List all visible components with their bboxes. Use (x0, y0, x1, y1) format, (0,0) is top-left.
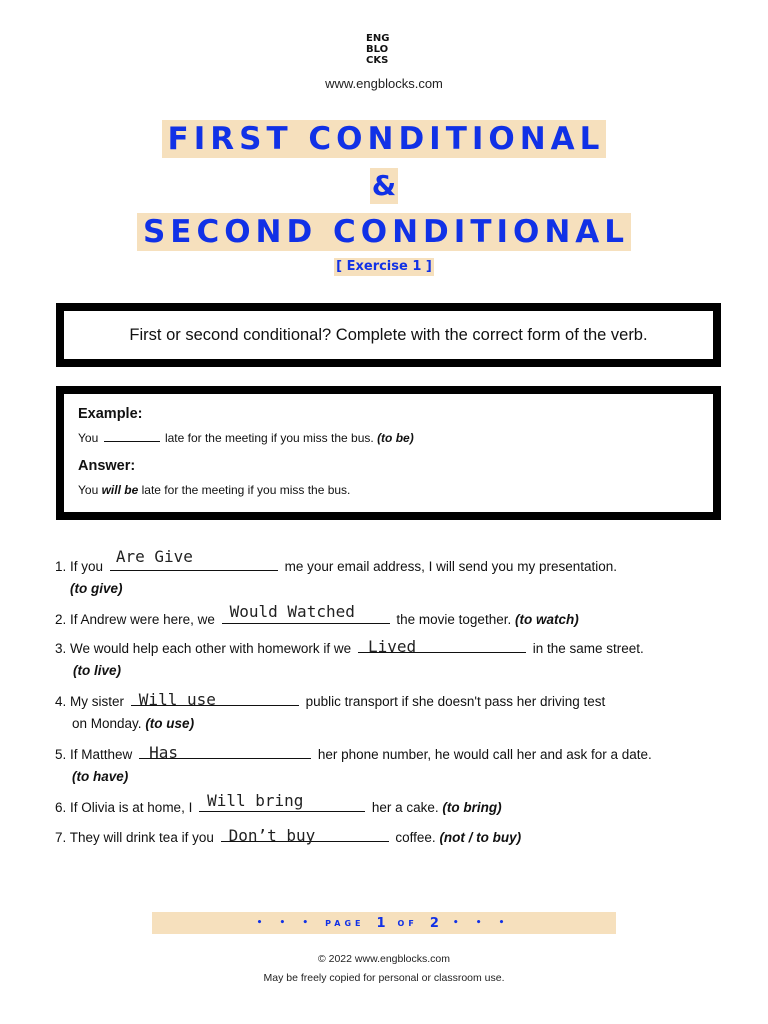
example-sentence (78, 431, 414, 445)
example-hint: (to be) (377, 431, 414, 445)
answer-blank-4[interactable] (131, 690, 299, 709)
page-indicator (152, 912, 616, 934)
question-number: 2. (55, 612, 67, 627)
question-hint-7: (not / to buy) (439, 830, 522, 845)
pager-current: 1 (376, 915, 386, 931)
answer-before: You (78, 483, 99, 497)
footer-note: May be freely copied for personal or classroom use. (263, 972, 505, 984)
question-before: We would help each other with homework if we (70, 641, 352, 656)
question-7 (55, 827, 521, 845)
question-after: public transport if she doesn't pass her driving test (305, 694, 606, 709)
instruction-text: First or second conditional? Complete with the correct form of the verb. (129, 325, 648, 344)
answer-blank-5[interactable] (139, 743, 311, 762)
answer-text: Would Watched (229, 602, 355, 621)
title-amp-row (0, 168, 768, 204)
logo-line: ENG (366, 33, 390, 44)
instruction-box (56, 303, 721, 367)
question-before: If Olivia is at home, I (70, 800, 193, 815)
logo-line: CKS (366, 55, 389, 66)
question-hint-2: (to watch) (514, 612, 579, 627)
question-3 (55, 638, 644, 656)
pager-dots-left: • • • (256, 918, 316, 928)
title-line-2: SECOND CONDITIONAL (137, 213, 631, 251)
answer-text: Will bring (207, 791, 304, 810)
answer-blank-3[interactable] (358, 637, 526, 656)
answer-text: Will use (138, 690, 216, 709)
answer-blank-6[interactable] (199, 791, 365, 812)
question-number: 5. (55, 747, 67, 762)
question-hint-5: (to have) (72, 769, 129, 784)
question-before: If Andrew were here, we (70, 612, 215, 627)
question-number: 6. (55, 800, 67, 815)
question-hint-6: (to bring) (442, 800, 502, 815)
pager-total: 2 (429, 915, 439, 931)
question-after: her phone number, he would call her and ask for a date. (317, 747, 652, 762)
question-6 (55, 791, 502, 815)
title-line-1: FIRST CONDITIONAL (162, 120, 607, 158)
example-before: You (78, 431, 99, 445)
pager-of-word: OF (397, 918, 418, 928)
question-4-continued (72, 716, 194, 731)
question-after: me your email address, I will send you my presentation. (284, 559, 617, 574)
answer-sentence (78, 483, 350, 497)
example-label: Example: (78, 406, 143, 422)
answer-label: Answer: (78, 458, 136, 474)
title-ampersand: & (371, 169, 397, 202)
example-after: late for the meeting if you miss the bus. (164, 431, 374, 445)
logo-line: BLO (366, 44, 389, 55)
question-after: the movie together. (396, 612, 512, 627)
question-before: If Matthew (70, 747, 133, 762)
question-number: 4. (55, 694, 67, 709)
question-after: her a cake. (371, 800, 439, 815)
answer-text: Lived (367, 637, 417, 656)
question-hint-3: (to live) (73, 663, 122, 678)
pager-dots-right: • • • (452, 918, 512, 928)
example-blank (104, 431, 160, 442)
question-before: My sister (70, 694, 125, 709)
site-url[interactable]: www.engblocks.com (325, 76, 443, 91)
question-before: If you (70, 559, 104, 574)
answer-blank-7[interactable] (221, 826, 389, 845)
question-number: 7. (55, 830, 67, 845)
exercise-label: [ Exercise 1 ] (336, 259, 432, 274)
answer-after: late for the meeting if you miss the bus. (141, 483, 351, 497)
answer-blank-2[interactable] (222, 602, 390, 624)
answer-bold: will be (101, 483, 139, 497)
question-after: coffee. (395, 830, 436, 845)
question-before: They will drink tea if you (69, 830, 214, 845)
question-4 (55, 691, 605, 709)
question-hint-4: (to use) (145, 716, 195, 731)
answer-blank-1[interactable] (110, 547, 278, 571)
pager-page-word: PAGE (325, 918, 365, 928)
title-line-1-row (0, 120, 768, 158)
example-box (56, 386, 721, 520)
answer-text: Are Give (115, 547, 193, 566)
answer-text: Has (149, 743, 178, 762)
footer-copyright: © 2022 www.engblocks.com (317, 953, 451, 965)
question-1 (55, 547, 617, 574)
question-number: 3. (55, 641, 67, 656)
question-after: in the same street. (532, 641, 644, 656)
question-number: 1. (55, 559, 67, 574)
question-line2: on Monday. (72, 716, 142, 731)
exercise-label-row (0, 257, 768, 276)
answer-text: Don’t buy (228, 826, 316, 845)
question-2 (55, 602, 579, 627)
engblocks-logo (366, 33, 402, 66)
question-5 (55, 744, 652, 762)
question-hint-1: (to give) (70, 581, 123, 596)
title-line-2-row (0, 213, 768, 251)
